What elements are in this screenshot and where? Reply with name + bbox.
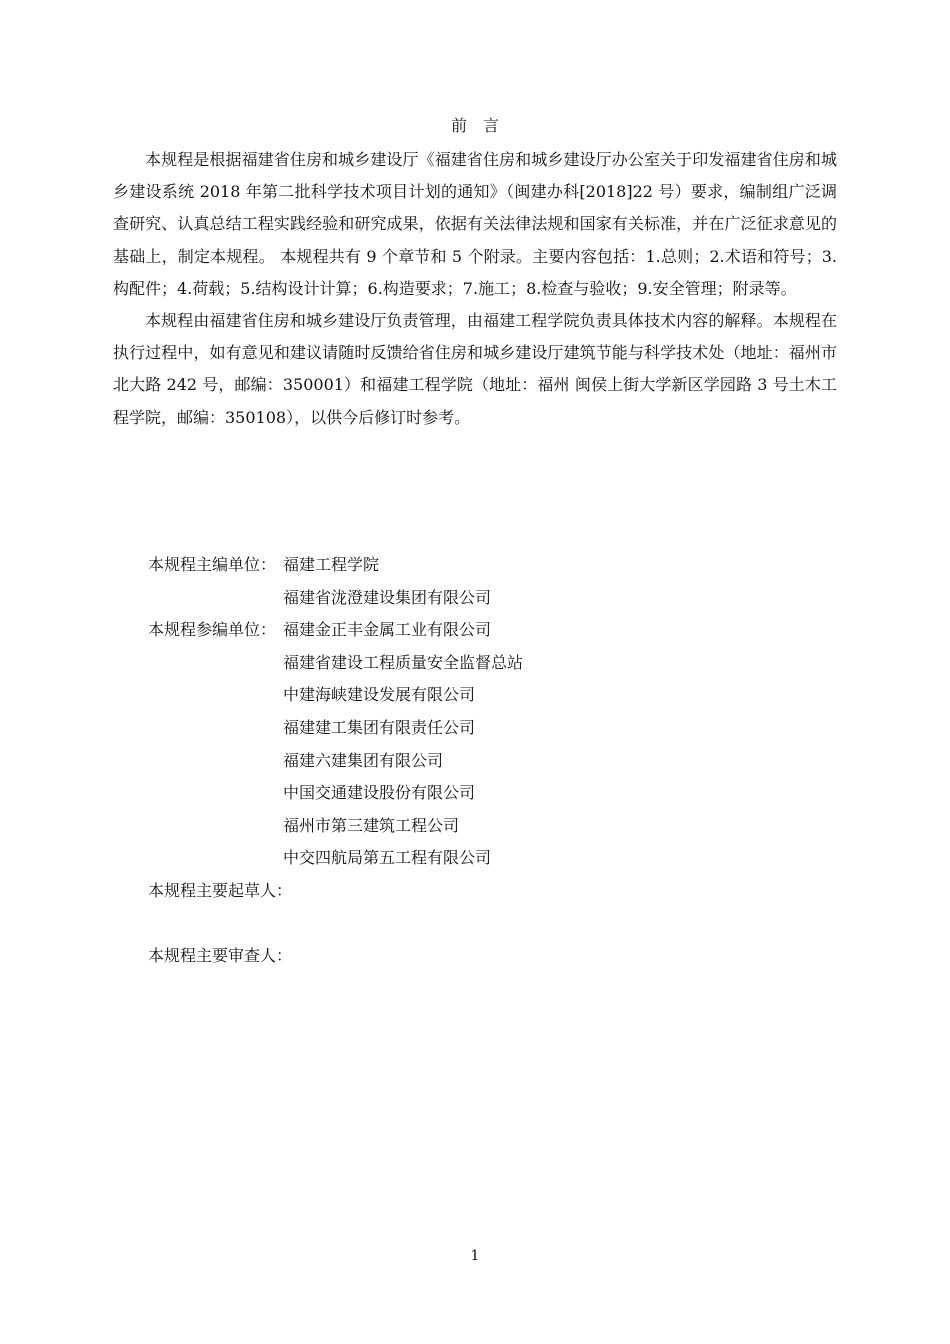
preface-body xyxy=(113,144,837,434)
participating-unit-row xyxy=(148,810,748,843)
participating-unit-row xyxy=(148,647,748,680)
reviewers-label: 本规程主要审查人： xyxy=(148,946,293,966)
preface-paragraph-2: 本规程由福建省住房和城乡建设厅负责管理，由福建工程学院负责具体技术内容的解释。本规程在执行过程中，如有意见和建议请随时反馈给省住房和城乡建设厅建筑节能与科学技术处（地址：福州市北大路 242 号，邮编：350001）和福建工程学院（地址：福州 闽侯上街大学新区学园路 3 号土木工程学院，邮编：350108），以供今后修订时参考。 xyxy=(113,311,837,427)
participating-units-label: 本规程参编单位： xyxy=(148,620,277,640)
drafters-label: 本规程主要起草人： xyxy=(148,880,293,900)
page-number: 1 xyxy=(470,1248,480,1264)
participating-unit-row xyxy=(148,842,748,875)
chief-unit-row xyxy=(148,549,748,582)
participating-unit-row xyxy=(148,712,748,745)
participating-unit: 福建省建设工程质量安全监督总站 xyxy=(283,652,524,672)
chief-units-label: 本规程主编单位： xyxy=(148,555,277,574)
participating-unit: 中国交通建设股份有限公司 xyxy=(283,783,476,803)
participating-unit-row xyxy=(148,614,748,647)
reviewers-row xyxy=(148,940,748,973)
participating-unit-row xyxy=(148,777,748,810)
chief-unit: 福建工程学院 xyxy=(283,555,380,574)
page-title: 前 言 xyxy=(450,116,499,135)
participating-unit: 福州市第三建筑工程公司 xyxy=(283,815,460,835)
participating-unit: 中建海峡建设发展有限公司 xyxy=(283,685,476,705)
participating-unit: 福建金正丰金属工业有限公司 xyxy=(283,620,492,640)
participating-unit: 福建建工集团有限责任公司 xyxy=(283,717,476,737)
units-section xyxy=(148,549,748,973)
participating-unit: 福建六建集团有限公司 xyxy=(283,750,444,770)
participating-unit-row xyxy=(148,679,748,712)
chief-unit-row xyxy=(148,582,748,615)
participating-unit-row xyxy=(148,745,748,778)
drafters-row xyxy=(148,875,748,908)
preface-paragraph-1: 本规程是根据福建省住房和城乡建设厅《福建省住房和城乡建设厅办公室关于印发福建省住房和城乡建设系统 2018 年第二批科学技术项目计划的通知》（闽建办科[2018]22 号）要求，编制组广泛调查研究、认真总结工程实践经验和研究成果，依据有关法律法规和国家有关标准，并在广泛征求意见的基础上，制定本规程。 本规程共有 9 个章节和 5 个附录。主要内容包括：1.总则；2.术语和符号；3.构配件；4.荷载；5.结构设计计算；6.构造要求；7.施工；8.检查与验收；9.安全管理；附录等。 xyxy=(113,150,837,298)
chief-unit: 福建省泷澄建设集团有限公司 xyxy=(283,587,492,607)
participating-unit: 中交四航局第五工程有限公司 xyxy=(283,848,492,868)
